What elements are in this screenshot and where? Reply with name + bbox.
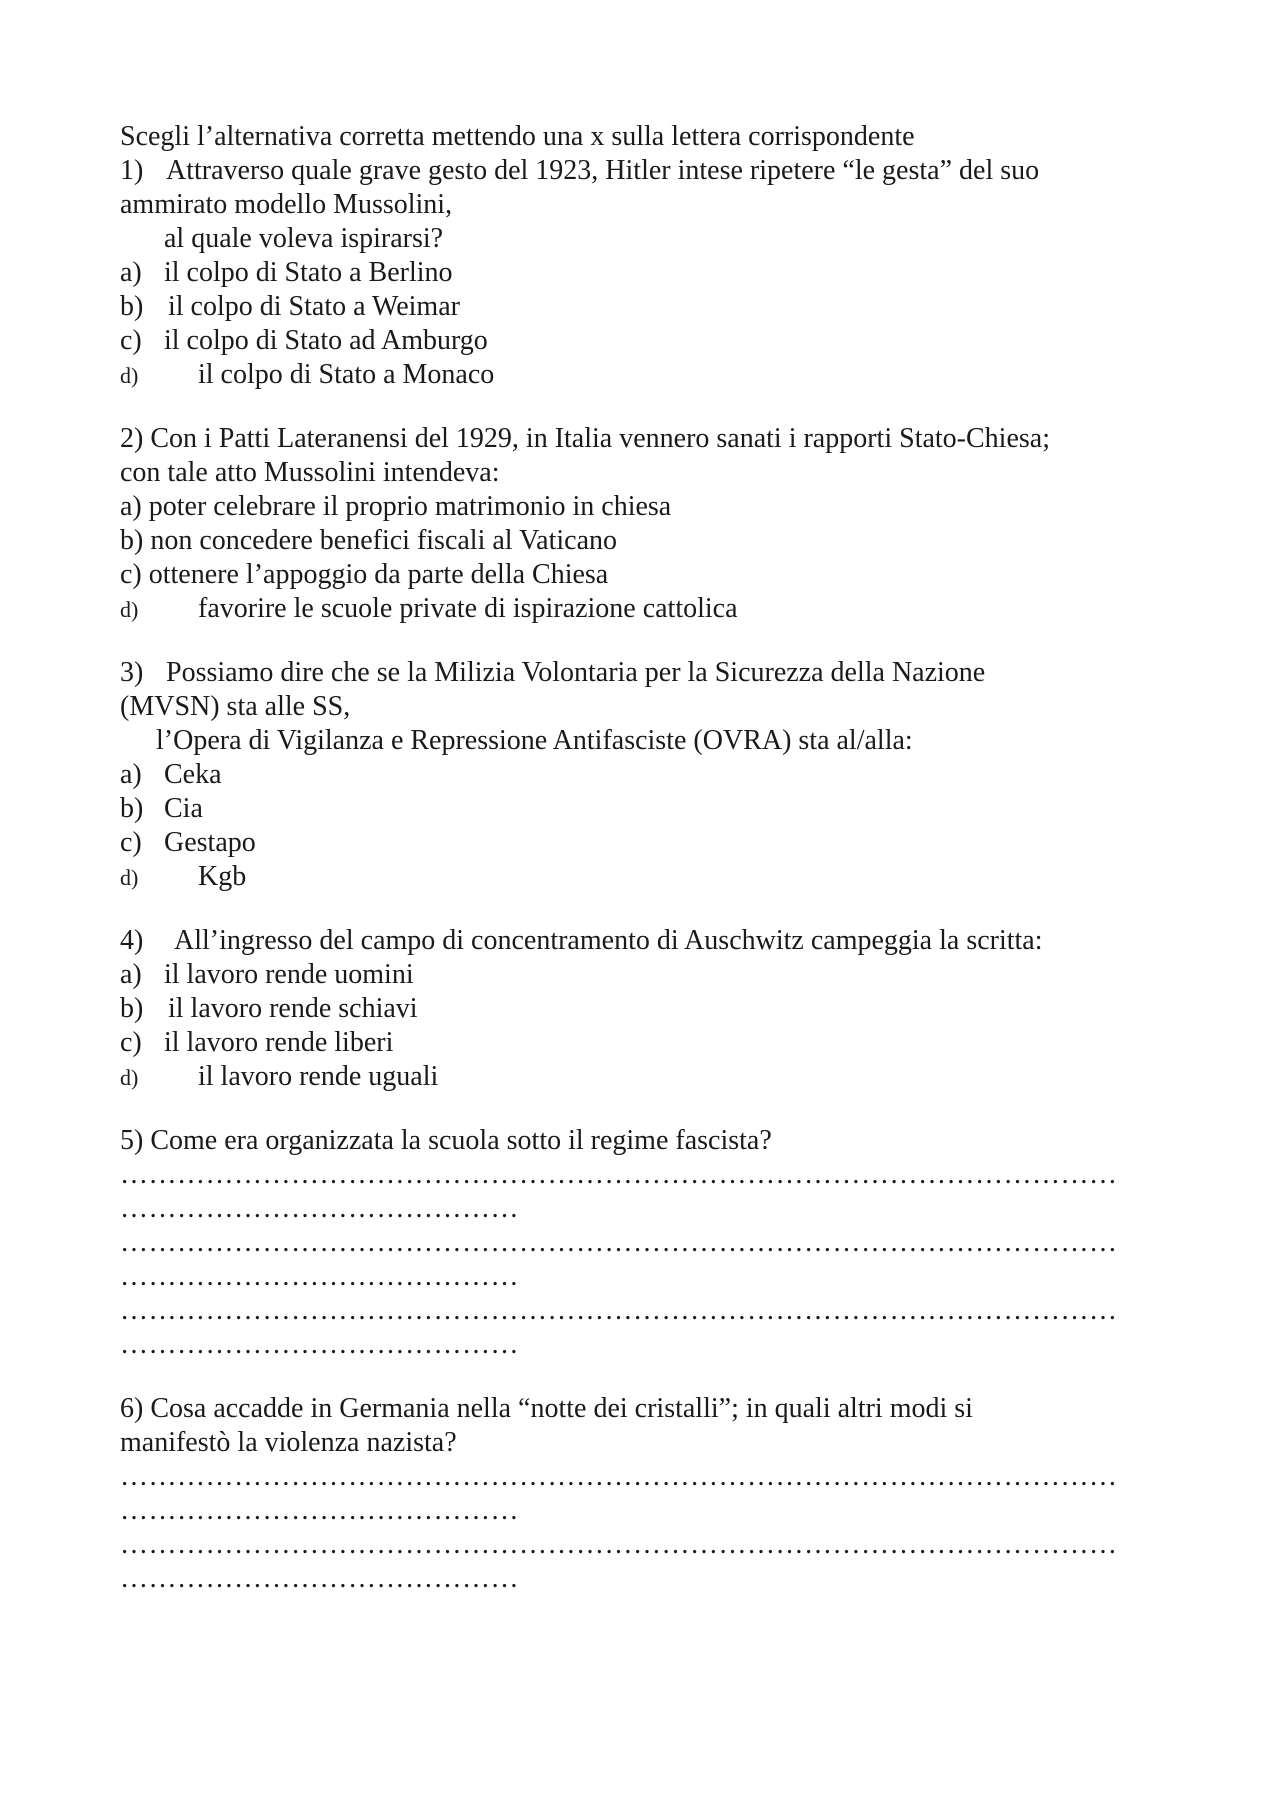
option-letter: b) [120,793,144,824]
answer-line[interactable]: …………………………………………………………………………………………… [120,1461,1118,1492]
option-letter: a) [120,759,142,790]
option-letter: d) [120,865,139,890]
option-text: il lavoro rende schiavi [168,993,418,1024]
question-1-line-3: al quale voleva ispirarsi? [164,223,444,254]
question-5-text: 5) Come era organizzata la scuola sotto il regime fascista? [120,1125,772,1156]
answer-line[interactable]: …………………………………… [120,1563,519,1594]
question-6-line-1: 6) Cosa accadde in Germania nella “notte dei cristalli”; in quali altri modi si [120,1393,973,1424]
q4-option-a[interactable] [120,958,1160,992]
option-text: il colpo di Stato a Berlino [164,257,453,288]
option-text: il lavoro rende uguali [198,1061,439,1092]
option-letter: c) [120,827,142,858]
q1-option-a[interactable] [120,256,1160,290]
option-text: Cia [164,793,203,824]
question-1-text: Attraverso quale grave gesto del 1923, Hitler intese ripetere “le gesta” del suo [166,155,1040,186]
answer-line[interactable]: …………………………………… [120,1329,519,1360]
question-4-line-1 [120,924,1160,958]
option-letter: b) [120,993,144,1024]
option-letter: d) [120,1065,139,1090]
answer-line[interactable]: …………………………………………………………………………………………… [120,1529,1118,1560]
question-1-line-2: ammirato modello Mussolini, [120,189,453,220]
option-text: il lavoro rende liberi [164,1027,394,1058]
question-4-number: 4) [120,925,144,956]
q2-option-c[interactable]: c) ottenere l’appoggio da parte della Chiesa [120,559,609,590]
question-3-line-3: l’Opera di Vigilanza e Repressione Antifasciste (OVRA) sta al/alla: [156,725,913,756]
question-1-line-1 [120,154,1160,188]
answer-line[interactable]: …………………………………………………………………………………………… [120,1227,1118,1258]
q2-option-d[interactable] [120,592,1160,626]
option-text: il lavoro rende uomini [164,959,414,990]
answer-line[interactable]: …………………………………… [120,1261,519,1292]
question-3-line-1 [120,656,1160,690]
answer-line[interactable]: …………………………………………………………………………………………… [120,1159,1118,1190]
option-letter: a) [120,959,142,990]
option-text: Kgb [198,861,247,892]
question-3-text: Possiamo dire che se la Milizia Volontaria per la Sicurezza della Nazione [166,657,986,688]
q2-option-a[interactable]: a) poter celebrare il proprio matrimonio in chiesa [120,491,672,522]
answer-line[interactable]: …………………………………… [120,1495,519,1526]
option-letter: a) [120,257,142,288]
option-text: il colpo di Stato ad Amburgo [164,325,488,356]
question-2-line-1: 2) Con i Patti Lateranensi del 1929, in Italia vennero sanati i rapporti Stato-Chiesa; [120,423,1050,454]
question-6-line-2: manifestò la violenza nazista? [120,1427,457,1458]
question-4-text: All’ingresso del campo di concentramento di Auschwitz campeggia la scritta: [174,925,1043,956]
worksheet-page [120,120,1160,1596]
q4-option-d[interactable] [120,1060,1160,1094]
question-2-line-2: con tale atto Mussolini intendeva: [120,457,500,488]
question-3-number: 3) [120,657,144,688]
q4-option-b[interactable] [120,992,1160,1026]
option-letter: d) [120,597,139,622]
question-3-line-2: (MVSN) sta alle SS, [120,691,351,722]
option-letter: d) [120,363,139,388]
q3-option-c[interactable] [120,826,1160,860]
option-text: favorire le scuole private di ispirazione cattolica [198,593,738,624]
option-text: il colpo di Stato a Weimar [168,291,460,322]
option-letter: c) [120,1027,142,1058]
option-letter: b) [120,291,144,322]
q3-option-a[interactable] [120,758,1160,792]
q3-option-b[interactable] [120,792,1160,826]
q1-option-d[interactable] [120,358,1160,392]
option-text: Ceka [164,759,222,790]
q4-option-c[interactable] [120,1026,1160,1060]
q1-option-c[interactable] [120,324,1160,358]
question-1-number: 1) [120,155,144,186]
answer-line[interactable]: …………………………………… [120,1193,519,1224]
answer-line[interactable]: …………………………………………………………………………………………… [120,1295,1118,1326]
q3-option-d[interactable] [120,860,1160,894]
option-letter: c) [120,325,142,356]
option-text: Gestapo [164,827,256,858]
q1-option-b[interactable] [120,290,1160,324]
instruction-text: Scegli l’alternativa corretta mettendo una x sulla lettera corrispondente [120,121,915,152]
option-text: il colpo di Stato a Monaco [198,359,495,390]
q2-option-b[interactable]: b) non concedere benefici fiscali al Vaticano [120,525,618,556]
